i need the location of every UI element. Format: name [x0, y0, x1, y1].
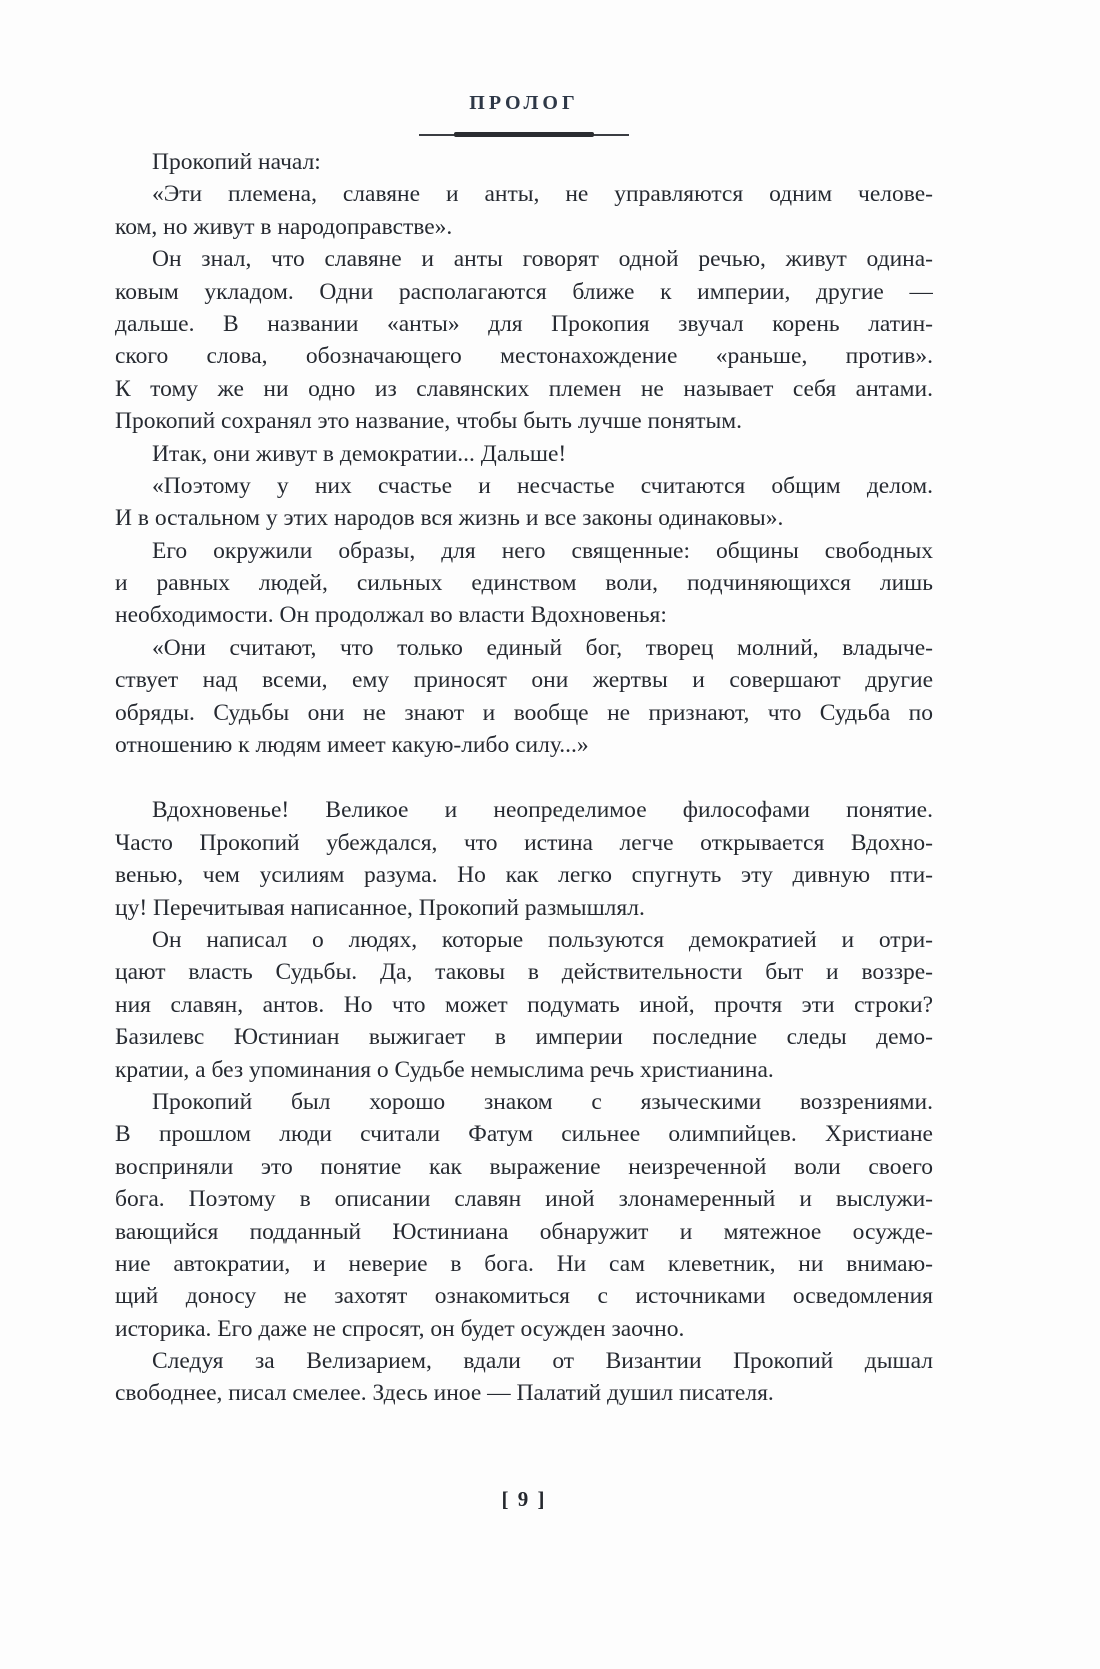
- text-line: свободнее, писал смелее. Здесь иное — Палатий душил писателя.: [115, 1380, 774, 1407]
- text-line: Его окружили образы, для него священные: общины свободных: [152, 537, 933, 564]
- text-line: ния славян, антов. Но что может подумать иной, прочтя эти строки?: [115, 991, 933, 1018]
- text-line: В прошлом люди считали Фатум сильнее олимпийцев. Христиане: [115, 1121, 933, 1148]
- text-line: дальше. В названии «анты» для Прокопия звучал корень латин-: [115, 310, 933, 337]
- text-line: и равных людей, сильных единством воли, подчиняющихся лишь: [115, 570, 933, 597]
- paragraph: [115, 1345, 933, 1410]
- text-line: Он написал о людях, которые пользуются демократией и отри-: [152, 926, 933, 953]
- paragraph: [115, 470, 933, 535]
- text-line: венью, чем усилиям разума. Но как легко спугнуть эту дивную пти-: [115, 862, 933, 889]
- text-line: обряды. Судьбы они не знают и вообще не признают, что Судьба по: [115, 699, 933, 726]
- text-line: восприняли это понятие как выражение неизреченной воли своего: [115, 1153, 933, 1180]
- divider-thick-line: [454, 132, 594, 137]
- text-line: Прокопий начал:: [152, 149, 321, 175]
- text-line: историка. Его даже не спросят, он будет осужден заочно.: [115, 1315, 685, 1342]
- text-line: Прокопий сохранял это название, чтобы быть лучше понятым.: [115, 408, 743, 435]
- text-line: ние автократии, и неверие в бога. Ни сам клеветник, ни внимаю-: [115, 1250, 933, 1277]
- text-line: «Эти племена, славяне и анты, не управляются одним челове-: [152, 181, 933, 208]
- paragraph: [115, 146, 933, 178]
- text-line: ковым укладом. Одни располагаются ближе к империи, другие —: [115, 278, 933, 305]
- text-line: ком, но живут в народоправстве».: [115, 213, 453, 240]
- text-section: [115, 794, 933, 1409]
- text-line: Следуя за Велизарием, вдали от Византии Прокопий дышал: [152, 1348, 933, 1375]
- text-line: «Поэтому у них счастье и несчастье считаются общим делом.: [152, 472, 933, 499]
- text-line: Прокопий был хорошо знаком с языческими воззрениями.: [152, 1088, 933, 1115]
- text-line: Он знал, что славяне и анты говорят одной речью, живут одина-: [152, 246, 933, 273]
- text-line: К тому же ни одно из славянских племен не называет себя антами.: [115, 375, 933, 402]
- text-line: цают власть Судьбы. Да, таковы в действительности быт и воззре-: [115, 959, 933, 986]
- text-section: [115, 146, 933, 761]
- text-line: ствует над всеми, ему приносят они жертвы и совершают другие: [115, 667, 933, 694]
- paragraph: [115, 1086, 933, 1345]
- text-line: ского слова, обозначающего местонахождение «раньше, против».: [115, 343, 933, 370]
- section-divider: [419, 132, 629, 138]
- text-line: бога. Поэтому в описании славян иной злонамеренный и выслужи-: [115, 1186, 933, 1213]
- text-line: Часто Прокопий убеждался, что истина легче открывается Вдохно-: [115, 829, 933, 856]
- text-line: вающийся подданный Юстиниана обнаружит и мятежное осужде-: [115, 1218, 933, 1245]
- text-line: Базилевс Юстиниан выжигает в империи последние следы демо-: [115, 1024, 933, 1051]
- text-line: Итак, они живут в демократии... Дальше!: [152, 440, 567, 467]
- text-line: И в остальном у этих народов вся жизнь и все законы одинаковы».: [115, 505, 784, 532]
- paragraph: [115, 243, 933, 437]
- page-body: [115, 146, 933, 1410]
- text-line: Вдохновенье! Великое и неопределимое философами понятие.: [152, 797, 933, 824]
- text-line: цу! Перечитывая написанное, Прокопий размышлял.: [115, 894, 645, 921]
- paragraph: [115, 438, 933, 470]
- page-number: [ 9 ]: [501, 1487, 547, 1511]
- text-line: «Они считают, что только единый бог, творец молний, владыче-: [152, 634, 933, 661]
- paragraph: [115, 535, 933, 632]
- paragraph: [115, 924, 933, 1086]
- text-line: кратии, а без упоминания о Судьбе немыслима речь христианина.: [115, 1056, 774, 1083]
- chapter-title: ПРОЛОГ: [469, 92, 579, 114]
- paragraph: [115, 632, 933, 762]
- text-line: отношению к людям имеет какую-либо силу...»: [115, 732, 589, 759]
- paragraph: [115, 178, 933, 243]
- text-line: необходимости. Он продолжал во власти Вдохновенья:: [115, 602, 667, 629]
- text-line: щий доносу не захотят ознакомиться с источниками осведомления: [115, 1283, 933, 1310]
- paragraph: [115, 794, 933, 924]
